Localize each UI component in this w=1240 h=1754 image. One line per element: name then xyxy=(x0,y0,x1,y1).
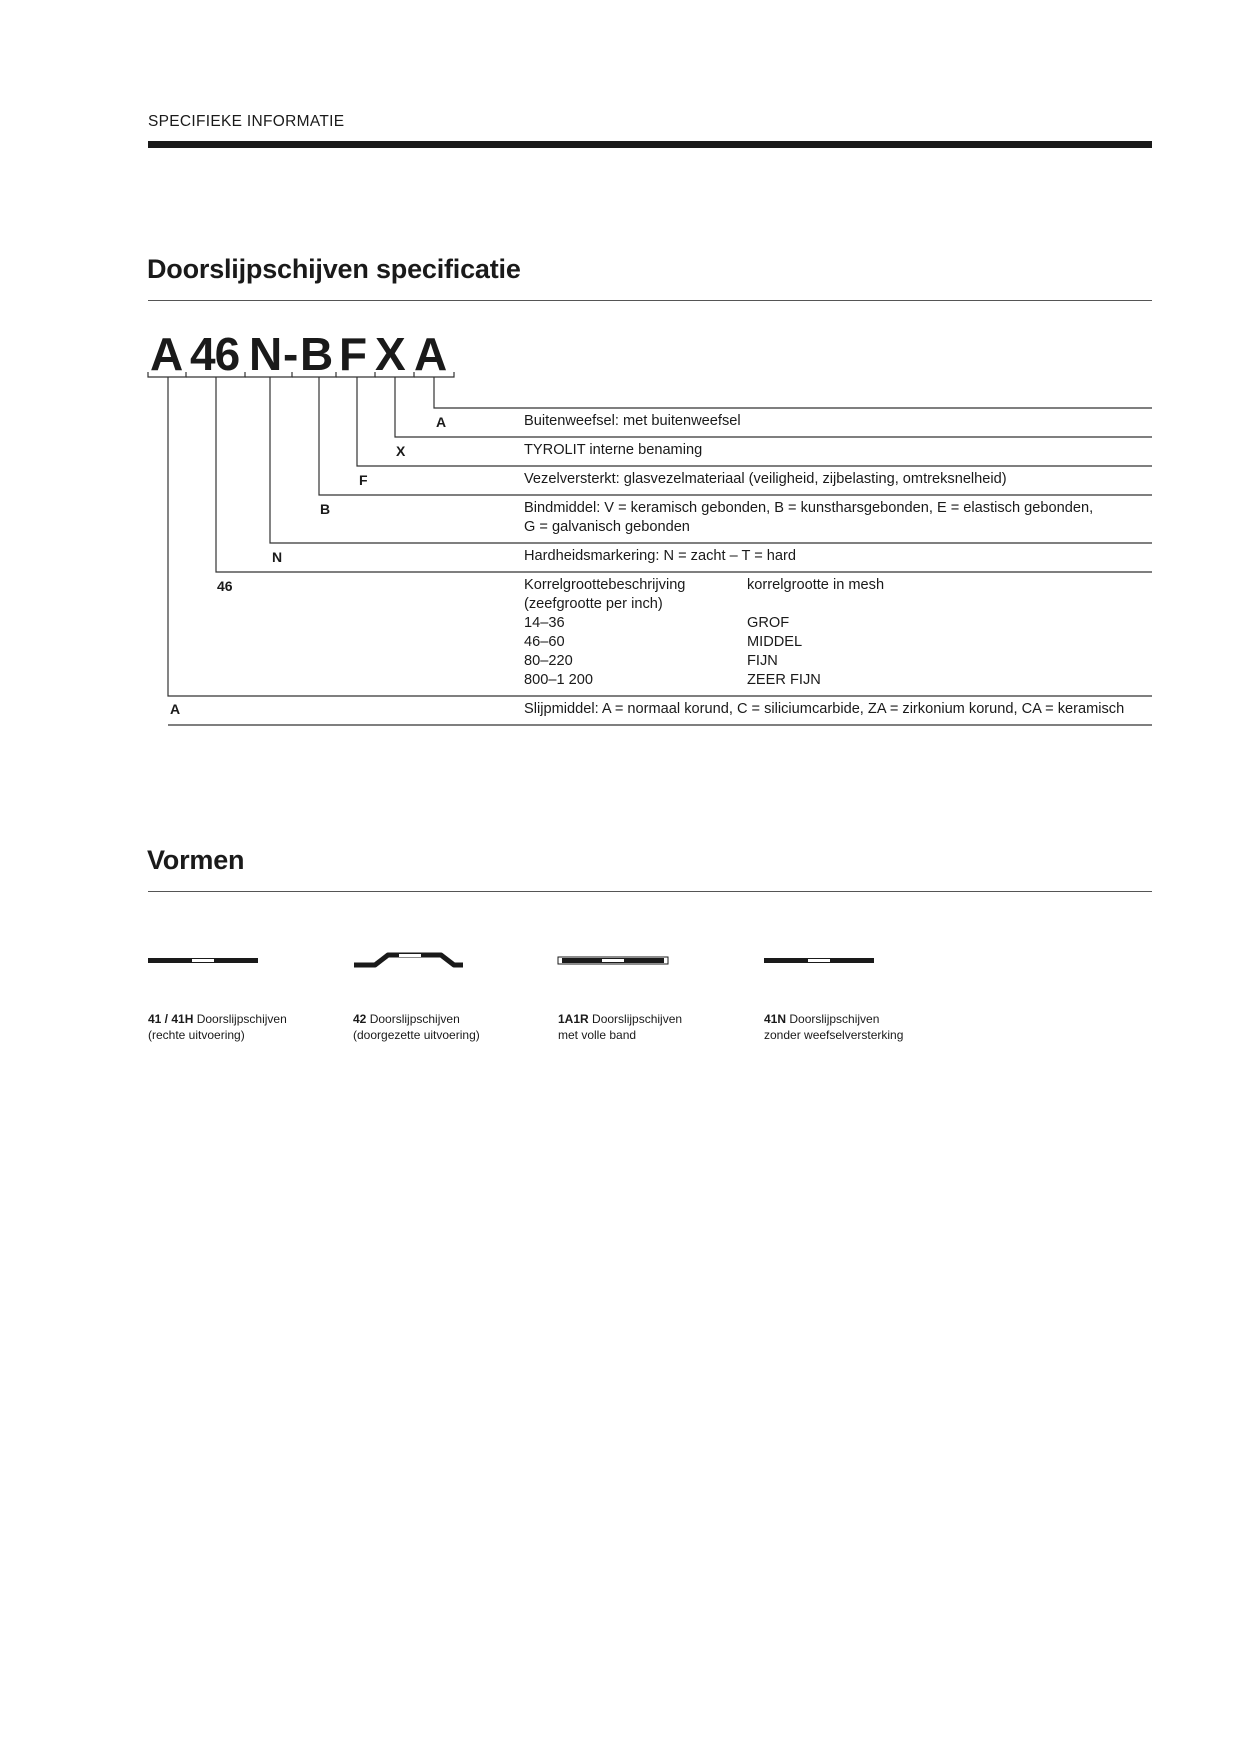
row-letter-fabric: A xyxy=(436,414,447,430)
row-desc-abrasive: Slijpmiddel: A = normaal korund, C = siliciumcarbide, ZA = zirkonium korund, CA = keramisch xyxy=(524,701,1125,717)
grain-col2-header: korrelgrootte in mesh xyxy=(747,577,885,593)
form-name: Doorslijpschijven xyxy=(196,1012,287,1026)
form-name: Doorslijpschijven xyxy=(592,1012,683,1026)
row-desc-grain-line2: (zeefgrootte per inch) xyxy=(524,596,663,612)
row-desc-bond-line2: G = galvanisch gebonden xyxy=(524,519,690,535)
row-desc-bond: Bindmiddel: V = keramisch gebonden, B = kunstharsgebonden, E = elastisch gebonden, xyxy=(524,500,1094,516)
row-desc-fiber: Vezelversterkt: glasvezelmateriaal (veiligheid, zijbelasting, omtreksnelheid) xyxy=(524,471,1007,487)
form-caption xyxy=(353,1011,480,1043)
form-code: 42 xyxy=(353,1012,367,1026)
row-letter-fiber: F xyxy=(359,472,368,488)
code-part-bond: B xyxy=(300,328,333,380)
unreinforced-disc-icon xyxy=(764,958,874,963)
form-subtitle: zonder weefselversterking xyxy=(764,1028,904,1042)
row-letter-hardness: N xyxy=(272,549,283,565)
code-part-dash: - xyxy=(283,328,298,380)
full-band-disc-icon xyxy=(558,957,668,964)
code-part-grain: 46 xyxy=(190,328,240,380)
grain-range: 46–60 xyxy=(524,634,565,650)
grain-label: MIDDEL xyxy=(747,634,803,650)
spec-title: Doorslijpschijven specificatie xyxy=(147,254,521,284)
row-desc-internal: TYROLIT interne benaming xyxy=(524,442,703,458)
row-letter-bond: B xyxy=(320,501,331,517)
form-caption xyxy=(558,1011,682,1043)
form-name: Doorslijpschijven xyxy=(789,1012,880,1026)
code-part-internal: X xyxy=(375,328,405,380)
row-letter-grain: 46 xyxy=(217,578,233,594)
form-subtitle: met volle band xyxy=(558,1028,637,1042)
depressed-center-disc-icon xyxy=(354,954,463,965)
row-desc-grain: Korrelgroottebeschrijving xyxy=(524,577,686,593)
form-name: Doorslijpschijven xyxy=(369,1012,460,1026)
grain-label: FIJN xyxy=(747,653,778,669)
grain-range: 800–1 200 xyxy=(524,672,593,688)
forms-title: Vormen xyxy=(147,845,245,875)
row-letter-abrasive: A xyxy=(170,701,181,717)
form-subtitle: (rechte uitvoering) xyxy=(148,1028,245,1042)
code-part-hardness: N xyxy=(249,328,282,380)
grain-label: GROF xyxy=(747,615,790,631)
grain-range: 80–220 xyxy=(524,653,573,669)
form-caption xyxy=(764,1011,903,1043)
grain-range: 14–36 xyxy=(524,615,565,631)
form-code: 1A1R xyxy=(558,1012,589,1026)
row-desc-hardness: Hardheidsmarkering: N = zacht – T = hard xyxy=(524,548,797,564)
form-subtitle: (doorgezette uitvoering) xyxy=(353,1028,480,1042)
section-header-label: SPECIFIEKE INFORMATIE xyxy=(148,113,345,130)
straight-disc-icon xyxy=(148,958,258,963)
grain-label: ZEER FIJN xyxy=(747,672,821,688)
code-part-fiber: F xyxy=(339,328,367,380)
row-letter-internal: X xyxy=(396,443,406,459)
row-desc-fabric: Buitenweefsel: met buitenweefsel xyxy=(524,413,741,429)
code-part-fabric: A xyxy=(414,328,447,380)
form-caption xyxy=(148,1011,287,1043)
form-code: 41N xyxy=(764,1012,787,1026)
form-code: 41 / 41H xyxy=(148,1012,194,1026)
code-part-abrasive: A xyxy=(150,328,183,380)
